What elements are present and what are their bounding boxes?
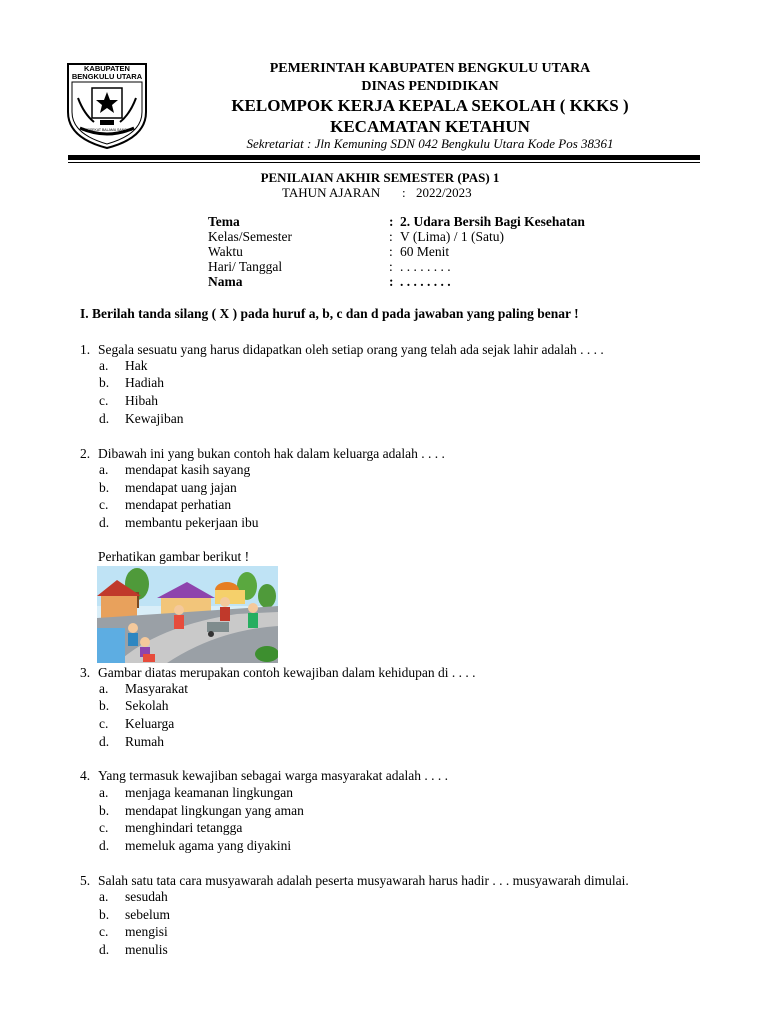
option-letter: d. — [99, 515, 110, 530]
option-letter: c. — [99, 393, 109, 408]
option-letter: a. — [99, 358, 109, 373]
option-letter: d. — [99, 734, 110, 749]
academic-year-value: 2022/2023 — [416, 185, 472, 200]
info-value: 2. Udara Bersih Bagi Kesehatan — [400, 214, 585, 229]
info-value: 60 Menit — [400, 244, 450, 259]
community-cleanup-illustration — [97, 566, 278, 663]
info-colon: : — [389, 229, 393, 244]
option-text: mendapat kasih sayang — [125, 462, 251, 477]
option-letter: c. — [99, 497, 109, 512]
letterhead-department: DINAS PENDIDIKAN — [361, 79, 499, 94]
info-value: . . . . . . . . — [400, 259, 451, 274]
option-letter: c. — [99, 924, 109, 939]
option-text: Kewajiban — [125, 411, 184, 426]
question-text: Dibawah ini yang bukan contoh hak dalam keluarga adalah . . . . — [98, 446, 445, 461]
info-label: Tema — [208, 214, 240, 229]
option-text: Hadiah — [125, 375, 164, 390]
option-text: sesudah — [125, 889, 168, 904]
logo-text-top: KABUPATEN BENGKULU UTARA — [71, 64, 143, 81]
option-letter: c. — [99, 820, 109, 835]
question-number: 5. — [80, 873, 91, 888]
header-rule-thin — [68, 162, 700, 163]
question-text: Yang termasuk kewajiban sebagai warga masyarakat adalah . . . . — [98, 768, 449, 783]
picture-note: Perhatikan gambar berikut ! — [98, 549, 250, 564]
option-letter: a. — [99, 681, 109, 696]
option-text: sebelum — [125, 907, 170, 922]
info-value: V (Lima) / 1 (Satu) — [400, 229, 504, 244]
academic-year-colon: : — [402, 185, 406, 200]
question-number: 4. — [80, 768, 91, 783]
option-letter: d. — [99, 838, 110, 853]
academic-year-label: TAHUN AJARAN — [282, 185, 381, 200]
option-letter: c. — [99, 716, 109, 731]
option-text: Sekolah — [125, 698, 169, 713]
option-letter: b. — [99, 907, 110, 922]
option-text: memeluk agama yang diyakini — [125, 838, 292, 853]
option-text: Masyarakat — [125, 681, 188, 696]
letterhead-government: PEMERINTAH KABUPATEN BENGKULU UTARA — [269, 61, 591, 76]
header-rule-thick — [68, 155, 700, 160]
info-colon: : — [389, 244, 393, 259]
option-letter: a. — [99, 785, 109, 800]
option-text: Hak — [125, 358, 148, 373]
option-text: mendapat perhatian — [125, 497, 232, 512]
exam-title: PENILAIAN AKHIR SEMESTER (PAS) 1 — [260, 170, 500, 185]
option-text: Hibah — [125, 393, 158, 408]
info-colon: : — [389, 274, 394, 289]
option-text: mendapat uang jajan — [125, 480, 237, 495]
question-number: 3. — [80, 665, 91, 680]
option-letter: d. — [99, 942, 110, 957]
option-text: menghindari tetangga — [125, 820, 243, 835]
question-text: Gambar diatas merupakan contoh kewajiban dalam kehidupan di . . . . — [98, 665, 476, 680]
option-letter: d. — [99, 411, 110, 426]
option-letter: b. — [99, 698, 110, 713]
option-text: mengisi — [125, 924, 168, 939]
info-label: Kelas/Semester — [208, 229, 292, 244]
option-letter: b. — [99, 375, 110, 390]
option-text: Rumah — [125, 734, 164, 749]
option-text: Keluarga — [125, 716, 175, 731]
letterhead-district: KECAMATAN KETAHUN — [330, 117, 530, 136]
info-label: Hari/ Tanggal — [208, 259, 283, 274]
info-label: Waktu — [208, 244, 243, 259]
question-number: 2. — [80, 446, 91, 461]
info-value: . . . . . . . . — [400, 274, 451, 289]
logo-text-bottom: MERSEKAT BALAMA SANGGA SEBANDI — [82, 128, 132, 136]
letterhead-organization: KELOMPOK KERJA KEPALA SEKOLAH ( KKKS ) — [231, 96, 629, 115]
option-text: membantu pekerjaan ibu — [125, 515, 259, 530]
option-letter: b. — [99, 480, 110, 495]
question-text: Segala sesuatu yang harus didapatkan oleh setiap orang yang telah ada sejak lahir adalah . . . . — [98, 342, 604, 357]
section-instruction: I. Berilah tanda silang ( X ) pada huruf a, b, c dan d pada jawaban yang paling benar ! — [80, 306, 579, 321]
info-colon: : — [389, 214, 394, 229]
info-label: Nama — [208, 274, 243, 289]
question-text: Salah satu tata cara musyawarah adalah peserta musyawarah harus hadir . . . musyawarah dimulai. — [98, 873, 629, 888]
info-colon: : — [389, 259, 393, 274]
option-text: mendapat lingkungan yang aman — [125, 803, 304, 818]
letterhead-address: Sekretariat : Jln Kemuning SDN 042 Bengkulu Utara Kode Pos 38361 — [246, 136, 614, 151]
question-number: 1. — [80, 342, 91, 357]
option-letter: a. — [99, 462, 109, 477]
option-letter: b. — [99, 803, 110, 818]
option-text: menjaga keamanan lingkungan — [125, 785, 293, 800]
option-text: menulis — [125, 942, 168, 957]
option-letter: a. — [99, 889, 109, 904]
